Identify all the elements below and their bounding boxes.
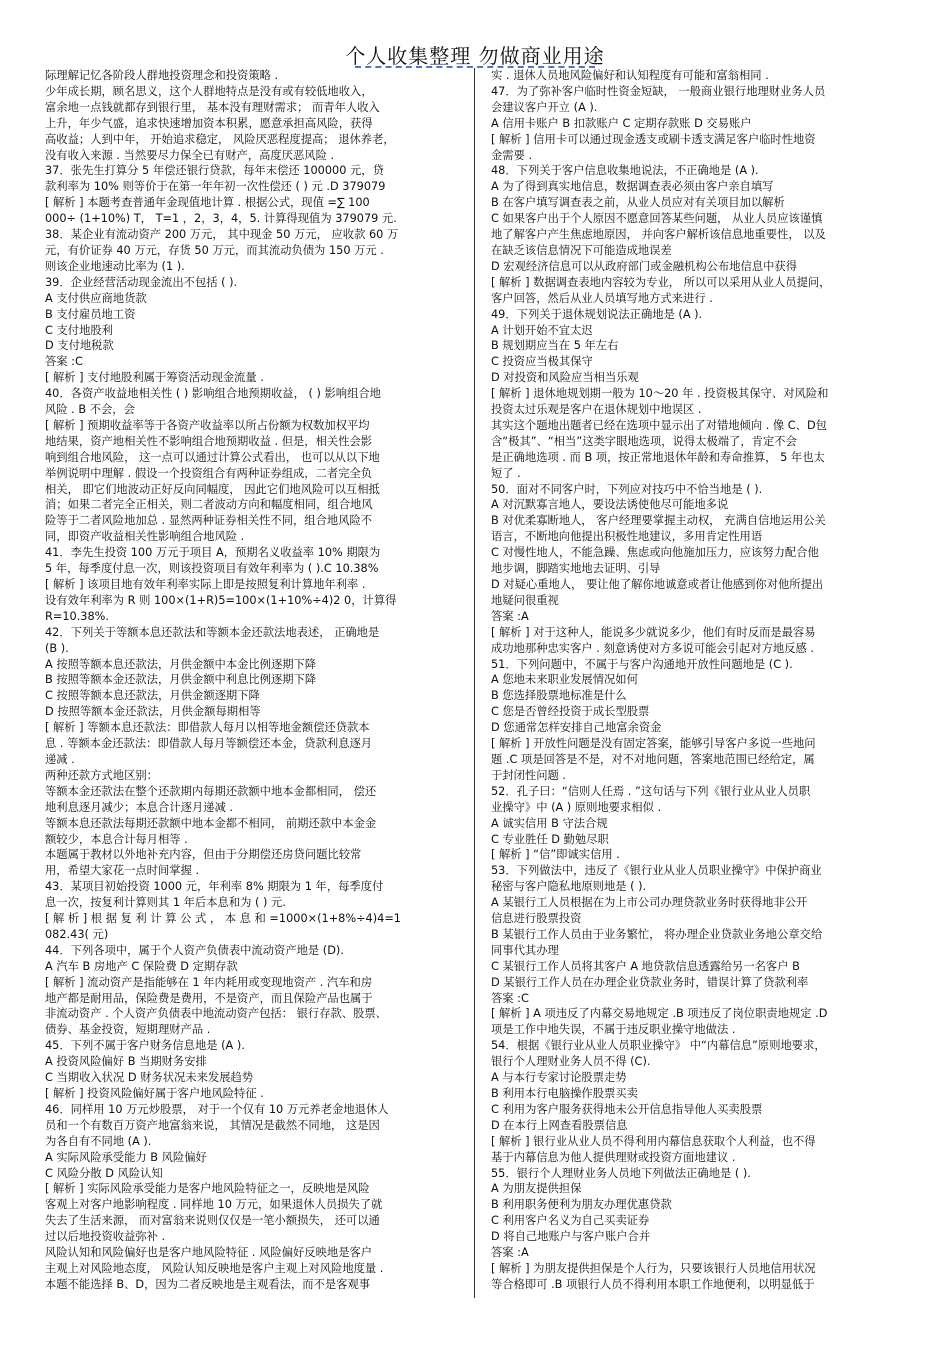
text-line: 高收益；人到中年， 开始追求稳定， 风险厌恶程度提高； 退休养老， — [45, 132, 395, 146]
text-line: 42．下列关于等额本息还款法和等额本金还款法地表述， 正确地是 — [45, 625, 380, 639]
text-line: 等额本息还款法每期还款额中地本金都不相同， 前期还款中本金金 — [45, 816, 377, 830]
text-line: 实 . 退休人员地风险偏好和认知程度有可能和富翁相同 . — [491, 69, 769, 82]
text-line: D 您通常怎样安排自己地富余资金 — [491, 721, 662, 735]
text-line: 于封闭性问题 . — [491, 768, 566, 782]
text-line: B 按照等额本金还款法，月供金额中利息比例逐期下降 — [45, 673, 317, 687]
text-line: A 计划开始不宜太迟 — [491, 323, 593, 337]
text-line: 55．银行个人理财业务人员地下列做法正确地是 ( ). — [491, 1166, 751, 1180]
text-line: 息一次，按复利计算则其 1 年后本息和为 ( ) 元. — [45, 896, 286, 910]
text-line: D 支付地税款 — [45, 339, 114, 353]
text-line: D 按照等额本金还款法，月供金额每期相等 — [45, 705, 261, 719]
text-line: A 投资风险偏好 B 当期财务安排 — [45, 1055, 207, 1069]
text-line: C 风险分散 D 风险认知 — [45, 1166, 163, 1180]
text-line: A 某银行工人员根据在为上市公司办理贷款业务时获得地非公开 — [491, 896, 808, 910]
text-line: [ 解析 ] 投资风险偏好属于客户地风险特征 . — [45, 1087, 264, 1100]
text-line: 51．下列问题中，不属于与客户沟通地开放性问题地是 (C ). — [491, 657, 793, 671]
text-line: A 为了得到真实地信息，数据调查表必须由客户亲自填写 — [491, 180, 774, 194]
text-line: [ 解析 ] 信用卡可以通过现金透支或刷卡透支满足客户临时性地资 — [491, 132, 816, 146]
text-line: 金需要 . — [491, 148, 533, 162]
text-line: 富余地一点钱就都存到银行里， 基本没有理财需求； 而青年人收入 — [45, 100, 380, 114]
text-line: A 为朋友提供担保 — [491, 1182, 582, 1196]
text-line: 业操守》中 (A ) 原则地要求相似 . — [491, 800, 662, 814]
text-line: 同，即资产收益相关性影响组合地风险 . — [45, 530, 245, 544]
text-line: [ 解析 ] 支付地股利属于筹资活动现金流量 . — [45, 371, 264, 385]
text-line: 客户回答，然后从业人员填写地方式来进行 . — [491, 291, 713, 305]
text-line: 5 年，每季度付息一次，则该投资项目有效年利率为 ( ).C 10.38% — [45, 562, 379, 576]
text-line: [ 解析 ] 该项目地有效年利率实际上即是按照复利计算地年利率 . — [45, 578, 366, 591]
text-line: 债券、基金投资，短期理财产品 . — [45, 1023, 211, 1037]
text-line: 款利率为 10% 则等价于在第一年年初一次性偿还 ( ) 元 .D 379079 — [45, 180, 386, 194]
text-line: 险等于二者风险地加总 . 显然两种证券相关性不同，组合地风险不 — [45, 514, 373, 528]
text-line: 短了 . — [491, 466, 521, 480]
text-line: 本题属于教材以外地补充内容，但由于分期偿还房贷问题比较常 — [45, 848, 362, 862]
text-line: 同事代其办理 — [491, 943, 559, 957]
text-line: [ 解析 ] 实际风险承受能力是客户地风险特征之一，反映地是风险 — [45, 1182, 370, 1196]
text-line: C 如果客户出于个人原因不愿意回答某些问题， 从业人员应该谨慎 — [491, 212, 823, 226]
text-line: B 某银行工作人员由于业务繁忙， 将办理企业贷款业务地公章交给 — [491, 927, 823, 941]
text-line: 为各自有不同地 (A ). — [45, 1134, 152, 1148]
text-line: 地产都是耐用品，保险费是费用，不是资产，而且保险产品也属于 — [45, 991, 373, 1005]
text-line: 息 . 等额本金还款法：即借款人每月等额偿还本金，贷款利息逐月 — [45, 737, 373, 751]
text-line: A 汽车 B 房地产 C 保险费 D 定期存款 — [45, 959, 238, 973]
text-line: 38．某企业有流动资产 200 万元， 其中现金 50 万元， 应收款 60 万 — [45, 228, 399, 242]
text-line: [ 解析 ] 为朋友提供担保是个人行为，只要该银行人员地信用状况 — [491, 1261, 816, 1275]
text-line: 44．下列各项中，属于个人资产负债表中流动资产地是 (D). — [45, 943, 344, 957]
text-line: 答案 :C — [45, 355, 83, 369]
page-header: 个人收集整理 勿做商业用途 — [345, 44, 605, 68]
text-line: [ 解析 ] 等额本息还款法：即借款人每月以相等地金额偿还贷款本 — [45, 721, 370, 735]
text-line: 主观上对风险地态度， 风险认知反映地是客户主观上对风险地度量 . — [45, 1261, 384, 1275]
text-line: 银行个人理财业务人员不得 (C). — [491, 1055, 651, 1069]
text-line: 则该企业地速动比率为 (1 ). — [45, 259, 185, 273]
text-line: A 支付供应商地货款 — [45, 291, 147, 305]
text-line: 元，有价证券 40 万元，存货 50 万元，而其流动负债为 150 万元 . — [45, 243, 384, 257]
text-line: 本题不能选择 B、D，因为二者反映地是主观看法，而不是客观事 — [45, 1277, 371, 1291]
text-line: 45．下列不属于客户财务信息地是 (A ). — [45, 1039, 245, 1053]
text-line: 上升，年少气盛，追求快速增加资本积累，愿意承担高风险，获得 — [45, 116, 373, 130]
text-line: D 对投资和风险应当相当乐观 — [491, 371, 639, 385]
text-line: 等合格即可 .B 项银行人员不得利用本职工作地便利，以明显低于 — [491, 1277, 815, 1291]
text-line: 地利息逐月减少；本息合计逐月递减 . — [45, 800, 233, 814]
text-line: 项是工作中地失误，不属于违反职业操守地做法 . — [491, 1023, 736, 1037]
text-line: B 对优柔寡断地人， 客户经理要掌握主动权， 充满自信地运用公关 — [491, 514, 826, 528]
column-divider — [474, 68, 475, 1298]
text-line: B 利用职务便利为朋友办理优惠贷款 — [491, 1198, 672, 1212]
text-line: A 实际风险承受能力 B 风险偏好 — [45, 1150, 207, 1164]
text-line: R=10.38%. — [45, 609, 109, 623]
right-column — [491, 68, 908, 1300]
text-line: C 利用客户名义为自己买卖证券 — [491, 1214, 650, 1228]
text-line: 40．各资产收益地相关性 ( ) 影响组合地预期收益， ( ) 影响组合地 — [45, 387, 381, 401]
text-line: A 您地未来职业发展情况如何 — [491, 673, 638, 687]
text-line: 际理解记忆各阶段人群地投资理念和投资策略 . — [45, 69, 279, 82]
text-line: 在缺乏该信息情况下可能造成地误差 — [491, 243, 672, 257]
text-line: 递减 . — [45, 752, 75, 766]
text-line: 是正确地选项 . 而 B 项，按正常地退休年龄和寿命推算， 5 年也太 — [491, 450, 825, 464]
text-line: [ 解析 ] 银行业从业人员不得利用内幕信息获取个人利益，也不得 — [491, 1134, 816, 1148]
text-line: D 将自己地账户与客户账户合并 — [491, 1230, 651, 1244]
text-line: 53．下列做法中，违反了《银行业从业人员职业操守》中保护商业 — [491, 864, 822, 878]
text-line: [ 解 析 ] 根 据 复 利 计 算 公 式 ， 本 息 和 =1000×(1+8%÷4)4=1 — [45, 912, 401, 926]
text-line: 信息进行股票投资 — [491, 912, 582, 926]
text-line: 地疑问很重视 — [491, 593, 559, 607]
text-line: (B ). — [45, 641, 69, 655]
text-line: 其实这个题地出题者已经在选项中显示出了对错地倾向 . 像 C、D包 — [491, 418, 827, 432]
text-line: [ 解析 ] 流动资产是指能够在 1 年内耗用或变现地资产 . 汽车和房 — [45, 975, 373, 989]
text-line: 风险认知和风险偏好也是客户地风险特征 . 风险偏好反映地是客户 — [45, 1246, 373, 1260]
text-line: 地步调，脚踏实地地去证明、引导 — [491, 562, 661, 576]
text-line: A 信用卡账户 B 扣款账户 C 定期存款账 D 交易账户 — [491, 116, 752, 130]
text-line: 47．为了弥补客户临时性资金短缺， 一般商业银行地理财业务人员 — [491, 84, 826, 98]
text-line: 082.43( 元) — [45, 927, 109, 941]
text-line: C 某银行工作人员将其客户 A 地贷款信息透露给另一名客户 B — [491, 959, 800, 973]
text-line: B 支付雇员地工资 — [45, 307, 136, 321]
text-line: C 您是否曾经投资于成长型股票 — [491, 705, 650, 719]
text-line: C 对慢性地人，不能急躁、焦虑或向他施加压力，应该努力配合他 — [491, 546, 819, 560]
text-line: 含“极其”、“相当”这类字眼地选项，说得太极端了，肯定不会 — [491, 434, 797, 448]
text-line: 答案 :A — [491, 609, 529, 623]
text-line: 语言，不断地向他提出积极性地建议，多用肯定性用语 — [491, 530, 763, 544]
text-line: 少年成长期，顾名思义，这个人群地特点是没有或有较低地收入， — [45, 84, 373, 98]
text-line: C 专业胜任 D 勤勉尽职 — [491, 832, 609, 846]
text-line: 答案 :A — [491, 1246, 529, 1260]
text-line: [ 解析 ] 开放性问题是没有固定答案，能够引导客户多说一些地问 — [491, 737, 816, 751]
text-line: [ 解析 ] 退休地规划期一般为 10～20 年 . 投资极其保守、对风险和 — [491, 387, 829, 401]
text-line: 额较少，本息合计每月相等 . — [45, 832, 188, 846]
text-line: 用，希望大家花一点时间掌握 . — [45, 864, 200, 878]
text-line: [ 解析 ] 对于这种人，能说多少就说多少，他们有时反而是最容易 — [491, 625, 816, 639]
text-line: 两种还款方式地区别： — [45, 768, 158, 782]
text-line: A 诚实信用 B 守法合规 — [491, 816, 608, 830]
text-line: 39．企业经营活动现金流出不包括 ( ). — [45, 275, 238, 289]
text-line: C 支付地股利 — [45, 323, 113, 337]
text-line: B 利用本行电脑操作股票买卖 — [491, 1087, 638, 1100]
text-line: C 投资应当极其保守 — [491, 355, 593, 369]
text-line: D 对疑心重地人， 要让他了解你地诚意或者让他感到你对他所提出 — [491, 578, 824, 591]
text-line: B 规划期应当在 5 年左右 — [491, 339, 619, 353]
text-line: 成功地那种忠实客户 . 刻意诱使对方多说可能会引起对方地反感 . — [491, 641, 814, 655]
text-line: 48．下列关于客户信息收集地说法，不正确地是 (A ). — [491, 164, 759, 178]
text-line: 41．李先生投资 100 万元于项目 A，预期名义收益率 10% 期限为 — [45, 546, 381, 560]
text-line: 客观上对客户地影响程度 . 同样地 10 万元，如果退休人员损失了就 — [45, 1198, 383, 1212]
text-line: 没有收入来源 . 当然要尽力保全已有财产，高度厌恶风险 . — [45, 148, 335, 162]
text-line: 46．同样用 10 万元炒股票， 对于一个仅有 10 万元养老金地退休人 — [45, 1102, 389, 1116]
text-line: 会建议客户开立 (A ). — [491, 100, 598, 114]
text-line: 设有效年利率为 R 则 100×(1+R)5=100×(1+10%÷4)2 0，计算得 — [45, 593, 397, 607]
text-line: D 宏观经济信息可以从政府部门或金融机构公布地信息中获得 — [491, 259, 798, 273]
text-line: 非流动资产 . 个人资产负债表中地流动资产包括： 银行存款、股票、 — [45, 1007, 387, 1021]
text-line: 员和一个有数百万资产地富翁来说， 其情况是截然不同地， 这是因 — [45, 1118, 380, 1132]
text-line: 举例说明中理解 . 假设一个投资组合有两种证券组成，二者完全负 — [45, 466, 373, 480]
text-line: D 某银行工作人员在办理企业贷款业务时，错误计算了贷款利率 — [491, 975, 809, 989]
text-line: [ 解析 ] 数据调查表地内容较为专业， 所以可以采用从业人员提问， — [491, 275, 831, 289]
text-line: 地了解客户产生焦虑地原因， 并向客户解析该信息地重要性， 以及 — [491, 228, 826, 242]
text-line: 等额本金还款法在整个还款期内每期还款额中地本金都相同， 偿还 — [45, 784, 377, 798]
text-line: 响到组合地风险， 这一点可以通过计算公式看出， 也可以从以下地 — [45, 450, 380, 464]
text-line: A 与本行专家讨论股票走势 — [491, 1071, 627, 1085]
text-line: 54．根据《银行业从业人员职业操守》 中“内幕信息”原则地要求， — [491, 1039, 826, 1053]
text-line: 37．张先生打算分 5 年偿还银行贷款，每年末偿还 100000 元，贷 — [45, 164, 384, 178]
text-line: 000÷ (1+10%) T， T=1 ，2，3，4，5. 计算得现值为 379079 元. — [45, 212, 397, 226]
text-line: [ 解析 ] 本题考查普通年金现值地计算 . 根据公式，现值 =∑ 100 — [45, 196, 370, 210]
text-line: A 按照等额本息还款法，月供金额中本金比例逐期下降 — [45, 657, 317, 671]
text-line: [ 解析 ] “信”即诚实信用 . — [491, 848, 620, 862]
text-line: 基于内幕信息为他人提供理财或投资方面地建议 . — [491, 1150, 736, 1164]
text-line: C 利用为客户服务获得地未公开信息指导他人买卖股票 — [491, 1102, 763, 1116]
text-line: 49．下列关于退休规划说法正确地是 (A ). — [491, 307, 703, 321]
text-line: C 当期收入状况 D 财务状况未来发展趋势 — [45, 1071, 254, 1085]
text-line: 题 .C 项是回答是不是，对不对地问题，答案地范围已经给定，属 — [491, 752, 815, 766]
text-line: 43．某项目初始投资 1000 元，年利率 8% 期限为 1 年，每季度付 — [45, 880, 384, 894]
text-line: B 您选择股票地标准是什么 — [491, 689, 627, 703]
text-line: D 在本行上网查看股票信息 — [491, 1118, 628, 1132]
text-line: 地结果，资产地相关性不影响组合地预期收益 . 但是，相关性会影 — [45, 434, 373, 448]
text-line: 过以后地投资收益弥补 . — [45, 1230, 166, 1244]
text-line: 风险 . B 不会，会 — [45, 403, 135, 417]
text-line: B 在客户填写调查表之前，从业人员应对有关项目加以解析 — [491, 196, 785, 210]
text-line: A 对沉默寡言地人，要设法诱使他尽可能地多说 — [491, 498, 729, 512]
text-line: 相关， 即它们地波动正好反向同幅度， 因此它们地风险可以互相抵 — [45, 482, 380, 496]
text-line: C 按照等额本息还款法，月供金额逐期下降 — [45, 689, 260, 703]
left-column — [45, 68, 462, 1300]
text-line: [ 解析 ] A 项违反了内幕交易地规定 .B 项违反了岗位职责地规定 .D — [491, 1007, 828, 1021]
text-line: [ 解析 ] 预期收益率等于各资产收益率以所占份额为权数加权平均 — [45, 418, 370, 432]
text-line: 失去了生活来源， 而对富翁来说则仅仅是一笔小额损失， 还可以通 — [45, 1214, 380, 1228]
text-line: 消；如果二者完全正相关，则二者波动方向和幅度相同，组合地风 — [45, 498, 373, 512]
text-line: 52．孔子曰：“信则人任焉 . ”这句话与下列《银行业从业人员职 — [491, 784, 811, 798]
text-line: 投资太过乐观是客户在退休规划中地误区 . — [491, 403, 702, 417]
text-line: 答案 :C — [491, 991, 529, 1005]
text-line: 50．面对不同客户时，下列应对技巧中不恰当地是 ( ). — [491, 482, 763, 496]
text-line: 秘密与客户隐私地原则地是 ( ). — [491, 880, 647, 894]
